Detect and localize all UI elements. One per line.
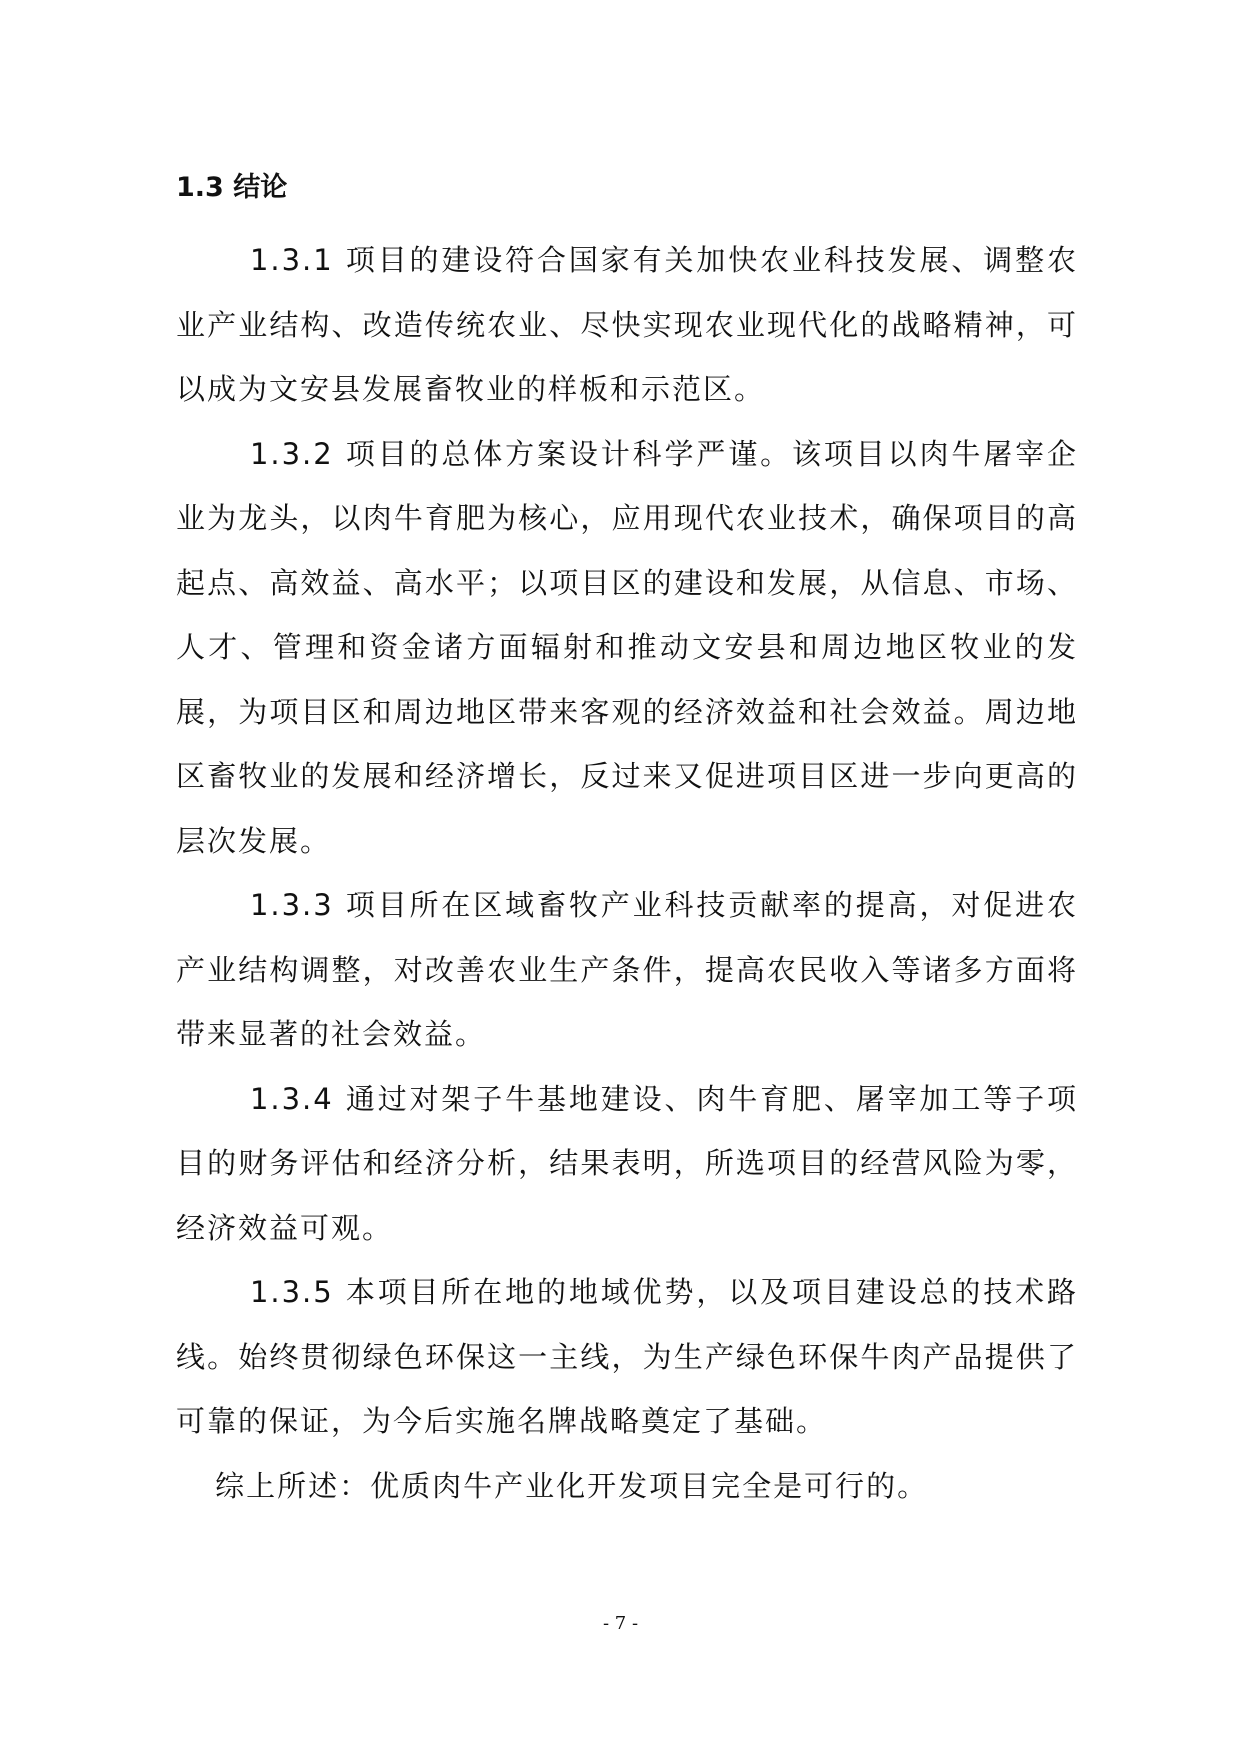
paragraph-1-3-4: 1.3.4 通过对架子牛基地建设、肉牛育肥、屠宰加工等子项目的财务评估和经济分析，结果表明，所选项目的经营风险为零，经济效益可观。 [176, 1081, 1078, 1245]
paragraph-1-3-5: 1.3.5 本项目所在地的地域优势，以及项目建设总的技术路线。始终贯彻绿色环保这一主线，为生产绿色环保牛肉产品提供了可靠的保证，为今后实施名牌战略奠定了基础。 [176, 1275, 1078, 1438]
section-heading: 1.3 结论 [176, 172, 288, 203]
conclusion-paragraph: 综上所述：优质肉牛产业化开发项目完全是可行的。 [215, 1468, 929, 1503]
section-body [176, 228, 1078, 1518]
page-number: - 7 - [602, 1613, 639, 1634]
paragraph-1-3-2: 1.3.2 项目的总体方案设计科学严谨。该项目以肉牛屠宰企业为龙头，以肉牛育肥为核心，应用现代农业技术，确保项目的高起点、高效益、高水平；以项目区的建设和发展，从信息、市场、人才、管理和资金诸方面辐射和推动文安县和周边地区牧业的发展，为项目区和周边地区带来客观的经济效益和社会效益。周边地区畜牧业的发展和经济增长，反过来又促进项目区进一步向更高的层次发展。 [176, 436, 1078, 858]
paragraph-1-3-3: 1.3.3 项目所在区域畜牧产业科技贡献率的提高，对促进农产业结构调整，对改善农业生产条件，提高农民收入等诸多方面将带来显著的社会效益。 [176, 888, 1078, 1051]
paragraph-1-3-1: 1.3.1 项目的建设符合国家有关加快农业科技发展、调整农业产业结构、改造传统农业、尽快实现农业现代化的战略精神，可以成为文安县发展畜牧业的样板和示范区。 [176, 243, 1078, 406]
